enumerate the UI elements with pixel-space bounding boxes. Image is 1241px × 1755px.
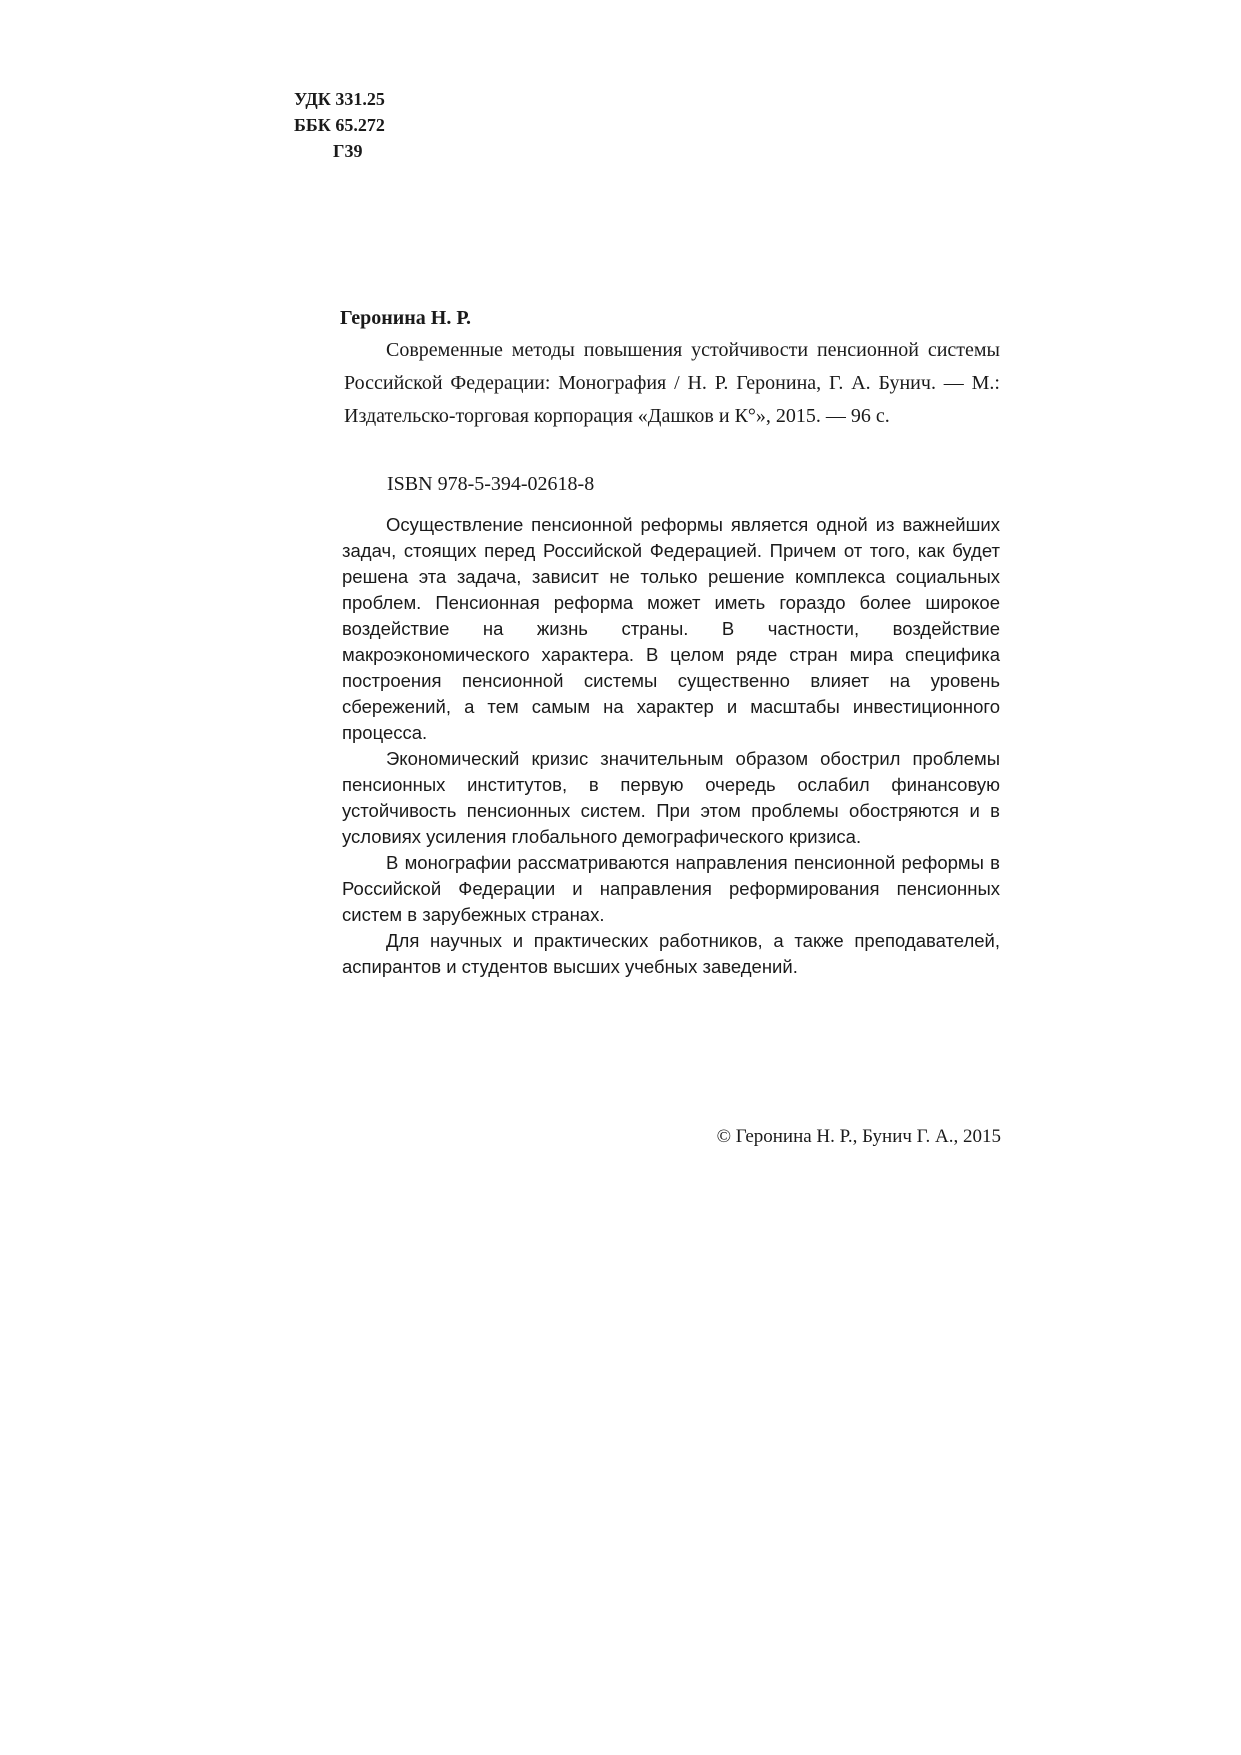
classification-codes	[294, 86, 385, 164]
abstract	[342, 512, 1000, 980]
isbn: ISBN 978-5-394-02618-8	[387, 473, 595, 495]
author-heading: Геронина Н. Р.	[340, 307, 472, 329]
bibliographic-description: Современные методы повышения устойчивости пенсионной системы Российской Федерации: Монография / Н. Р. Геронина, Г. А. Бунич. — М.: Издательско-торговая корпорация «Дашков и К°», 2015. — 96 с.	[344, 339, 1000, 427]
udk-code: УДК 331.25	[294, 89, 385, 109]
abstract-paragraph: Для научных и практических работников, а также преподавателей, аспирантов и студентов высших учебных заведений.	[342, 930, 1000, 977]
abstract-paragraph: Осуществление пенсионной реформы является одной из важнейших задач, стоящих перед Российской Федерацией. Причем от того, как будет решена эта задача, зависит не только решение комплекса социальных проблем. Пенсионная реформа может иметь гораздо более широкое воздействие на жизнь страны. В частности, воздействие макроэкономического характера. В целом ряде стран мира специфика построения пенсионной системы существенно влияет на уровень сбережений, а тем самым на характер и масштабы инвестиционного процесса.	[342, 514, 1000, 743]
abstract-paragraph: Экономический кризис значительным образом обострил проблемы пенсионных институтов, в первую очередь ослабил финансовую устойчивость пенсионных систем. При этом проблемы обостряются и в условиях усиления глобального демографического кризиса.	[342, 748, 1000, 847]
author-mark: Г39	[333, 141, 363, 161]
copyright-notice: © Геронина Н. Р., Бунич Г. А., 2015	[716, 1126, 1001, 1147]
bbk-code: ББК 65.272	[294, 115, 385, 135]
abstract-paragraph: В монографии рассматриваются направления пенсионной реформы в Российской Федерации и направления реформирования пенсионных систем в зарубежных странах.	[342, 852, 1000, 925]
